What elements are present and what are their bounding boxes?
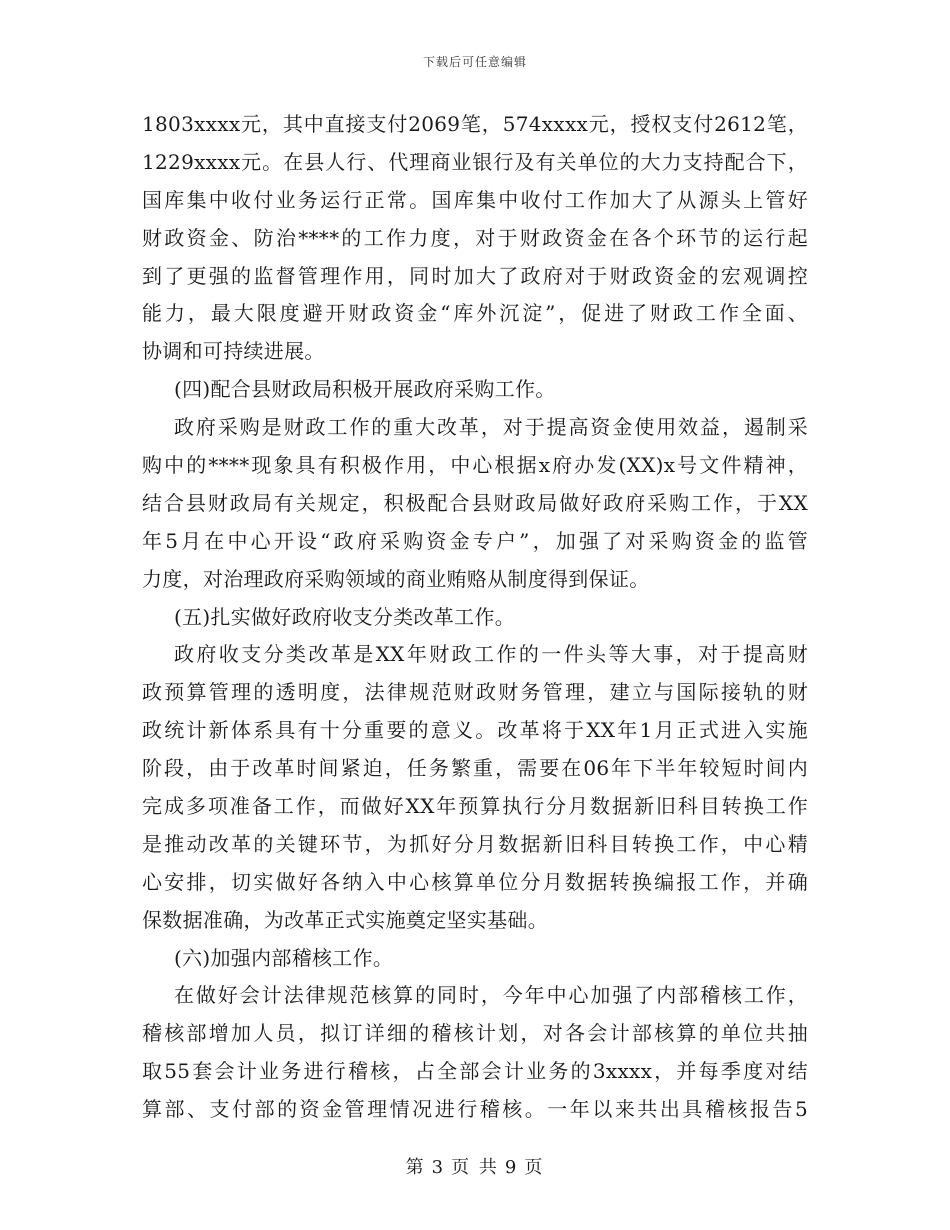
footer-prefix: 第 [405,1157,426,1178]
text-line: 算部、支付部的资金管理情况进行稽核。一年以来共出具稽核报告5 [142,1097,808,1122]
text-line: 阶段，由于改革时间紧迫，任务繁重，需要在06年下半年较短时间内 [142,756,808,781]
page-footer [0,1153,950,1179]
text-line: 年5月在中心开设“政府采购资金专户”，加强了对采购资金的监管 [142,528,808,553]
page-header-note: 下载后可任意编辑 [422,55,527,69]
text-line: 在做好会计法律规范核算的同时，今年中心加强了内部稽核工作， [174,983,808,1008]
text-line: 财政资金、防治****的工作力度，对于财政资金在各个环节的运行起 [142,225,808,250]
text-line: 力度，对治理政府采购领域的商业贿赂从制度得到保证。 [142,566,650,591]
text-line: 协调和可持续进展。 [142,339,325,364]
text-line: 政府收支分类改革是XX年财政工作的一件头等大事，对于提高财 [174,642,808,667]
text-line: 国库集中收付业务运行正常。国库集中收付工作加大了从源头上管好 [142,187,808,212]
text-line: 1803xxxx元，其中直接支付2069笔，574xxxx元，授权支付2612笔， [142,112,808,136]
text-line: 到了更强的监督管理作用，同时加大了政府对于财政资金的宏观调控 [142,263,808,288]
text-line: 能力，最大限度避开财政资金“库外沉淀”，促进了财政工作全面、 [142,301,808,326]
text-line: 是推动改革的关键环节，为抓好分月数据新旧科目转换工作，中心精 [142,831,808,856]
text-line: 结合县财政局有关规定，积极配合县财政局做好政府采购工作，于XX [142,490,808,515]
text-line: 完成多项准备工作，而做好XX年预算执行分月数据新旧科目转换工作 [142,794,808,819]
text-line: 心安排，切实做好各纳入中心核算单位分月数据转换编报工作，并确 [142,869,808,894]
footer-middle: 页 共 [451,1157,499,1178]
footer-suffix: 页 [524,1157,545,1178]
footer-total-pages: 9 [504,1157,519,1178]
text-line: 取55套会计业务进行稽核，占全部会计业务的3xxxx，并每季度对结 [142,1059,808,1084]
text-line: (五)扎实做好政府收支分类改革工作。 [174,604,516,629]
text-line: (四)配合县财政局积极开展政府采购工作。 [174,377,556,402]
text-line: 购中的****现象具有积极作用，中心根据x府办发(XX)x号文件精神， [142,453,808,478]
text-line: 稽核部增加人员，拟订详细的稽核计划，对各会计部核算的单位共抽 [142,1021,808,1046]
text-line: (六)加强内部稽核工作。 [174,945,394,970]
text-line: 政预算管理的透明度，法律规范财政财务管理，建立与国际接轨的财 [142,680,808,705]
document-body [142,106,808,1129]
text-line: 政统计新体系具有十分重要的意义。改革将于XX年1月正式进入实施 [142,718,808,743]
text-line: 保数据准确，为改革正式实施奠定坚实基础。 [142,907,548,932]
text-line: 政府采购是财政工作的重大改革，对于提高资金使用效益，遏制采 [174,415,808,440]
text-line: 1229xxxx元。在县人行、代理商业银行及有关单位的大力支持配合下， [142,149,808,174]
footer-current-page: 3 [431,1157,446,1178]
